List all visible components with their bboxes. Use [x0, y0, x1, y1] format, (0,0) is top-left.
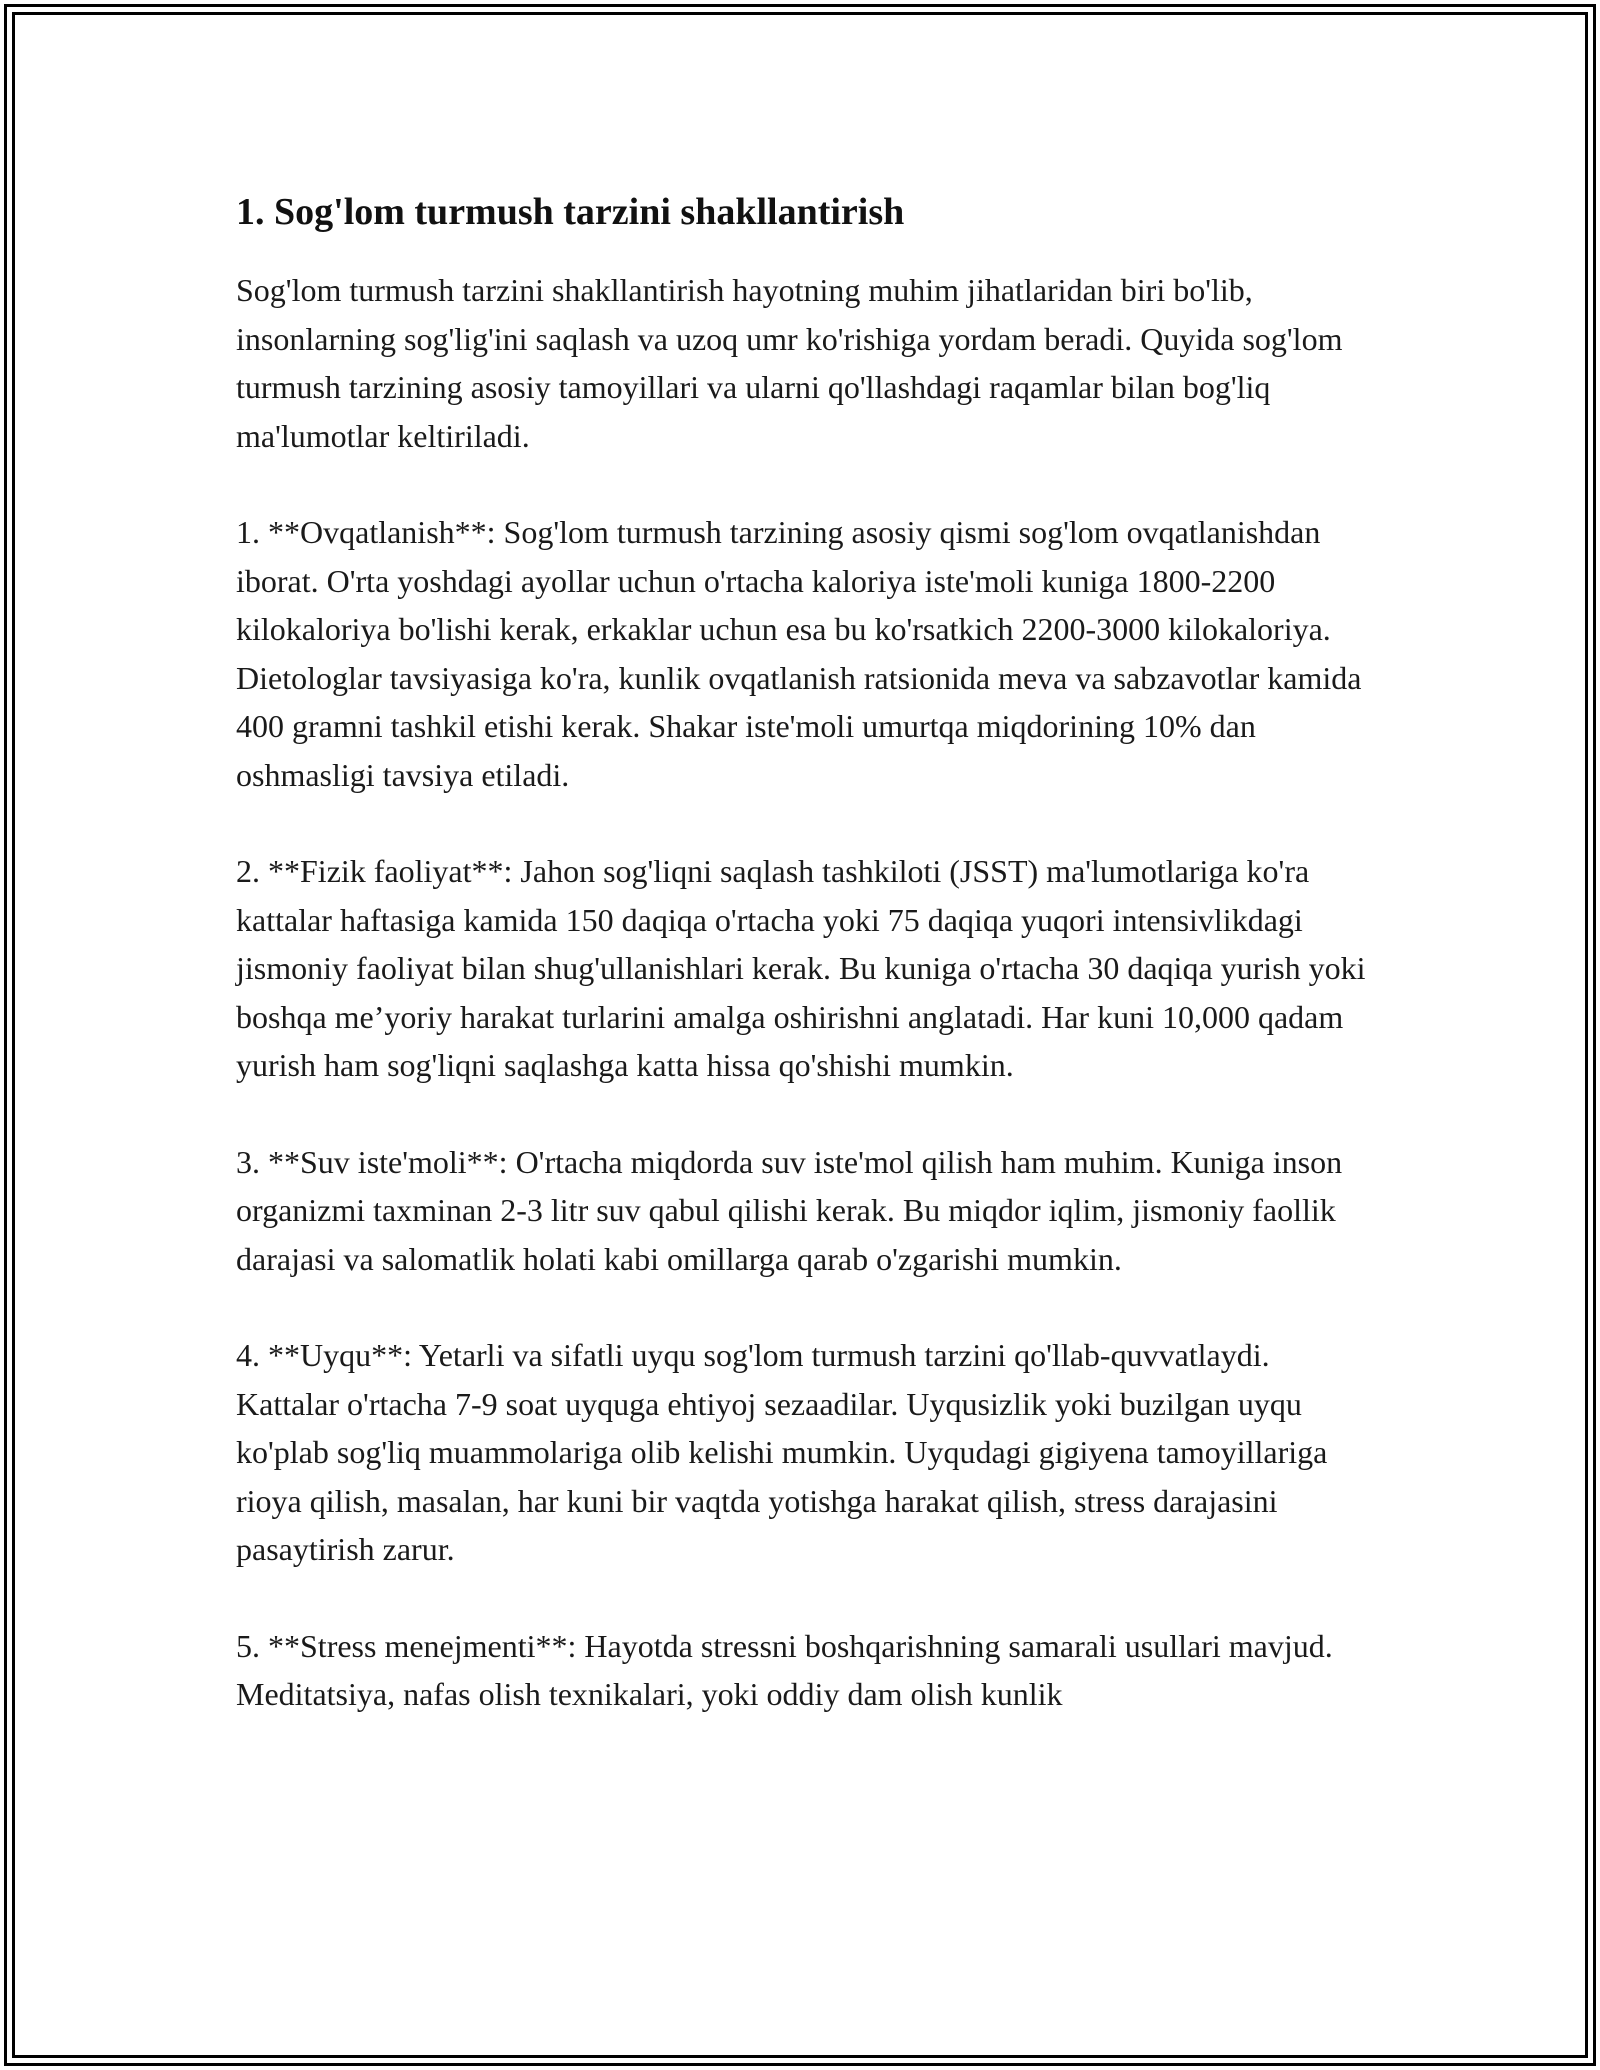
paragraph-physical-activity: 2. **Fizik faoliyat**: Jahon sog'liqni saqlash tashkiloti (JSST) ma'lumotlariga ko'ra kattalar haftasiga kamida 150 daqiqa o'rtacha yoki 75 daqiqa yuqori intensivlikdagi jismoniy faoliyat bilan shug'ullanishlari kerak. Bu kuniga o'rtacha 30 daqiqa yurish yoki boshqa me’yoriy harakat turlarini amalga oshirishni anglatadi. Har kuni 10,000 qadam yurish ham sog'liqni saqlashga katta hissa qo'shishi mumkin. [236, 853, 1366, 1083]
paragraph-stress-management: 5. **Stress menejmenti**: Hayotda stressni boshqarishning samarali usullari mavjud. Meditatsiya, nafas olish texnikalari, yoki oddiy dam olish kunlik [236, 1627, 1333, 1712]
document-body [236, 186, 1376, 1767]
paragraph-sleep: 4. **Uyqu**: Yetarli va sifatli uyqu sog'lom turmush tarzini qo'llab-quvvatlaydi. Kattalar o'rtacha 7-9 soat uyquga ehtiyoj sezaadilar. Uyqusizlik yoki buzilgan uyqu ko'plab sog'liq muammolariga olib kelishi mumkin. Uyqudagi gigiyena tamoyillariga rioya qilish, masalan, har kuni bir vaqtda yotishga harakat qilish, stress darajasini pasaytirish zarur. [236, 1337, 1328, 1567]
paragraph-water-intake: 3. **Suv iste'moli**: O'rtacha miqdorda suv iste'mol qilish ham muhim. Kuniga inson organizmi taxminan 2-3 litr suv qabul qilishi kerak. Bu miqdor iqlim, jismoniy faollik darajasi va salomatlik holati kabi omillarga qarab o'zgarishi mumkin. [236, 1143, 1343, 1277]
paragraph-nutrition: 1. **Ovqatlanish**: Sog'lom turmush tarzining asosiy qismi sog'lom ovqatlanishdan iborat. O'rta yoshdagi ayollar uchun o'rtacha kaloriya iste'moli kuniga 1800-2200 kilokaloriya bo'lishi kerak, erkaklar uchun esa bu ko'rsatkich 2200-3000 kilokaloriya. Dietologlar tavsiyasiga ko'ra, kunlik ovqatlanish ratsionida meva va sabzavotlar kamida 400 gramni tashkil etishi kerak. Shakar iste'moli umurtqa miqdorining 10% dan oshmasligi tavsiya etiladi. [236, 514, 1362, 793]
document-title: 1. Sog'lom turmush tarzini shakllantirish [236, 191, 905, 233]
intro-paragraph: Sog'lom turmush tarzini shakllantirish hayotning muhim jihatlaridan biri bo'lib, insonlarning sog'lig'ini saqlash va uzoq umr ko'rishiga yordam beradi. Quyida sog'lom turmush tarzining asosiy tamoyillari va ularni qo'llashdagi raqamlar bilan bog'liq ma'lumotlar keltiriladi. [236, 272, 1343, 454]
